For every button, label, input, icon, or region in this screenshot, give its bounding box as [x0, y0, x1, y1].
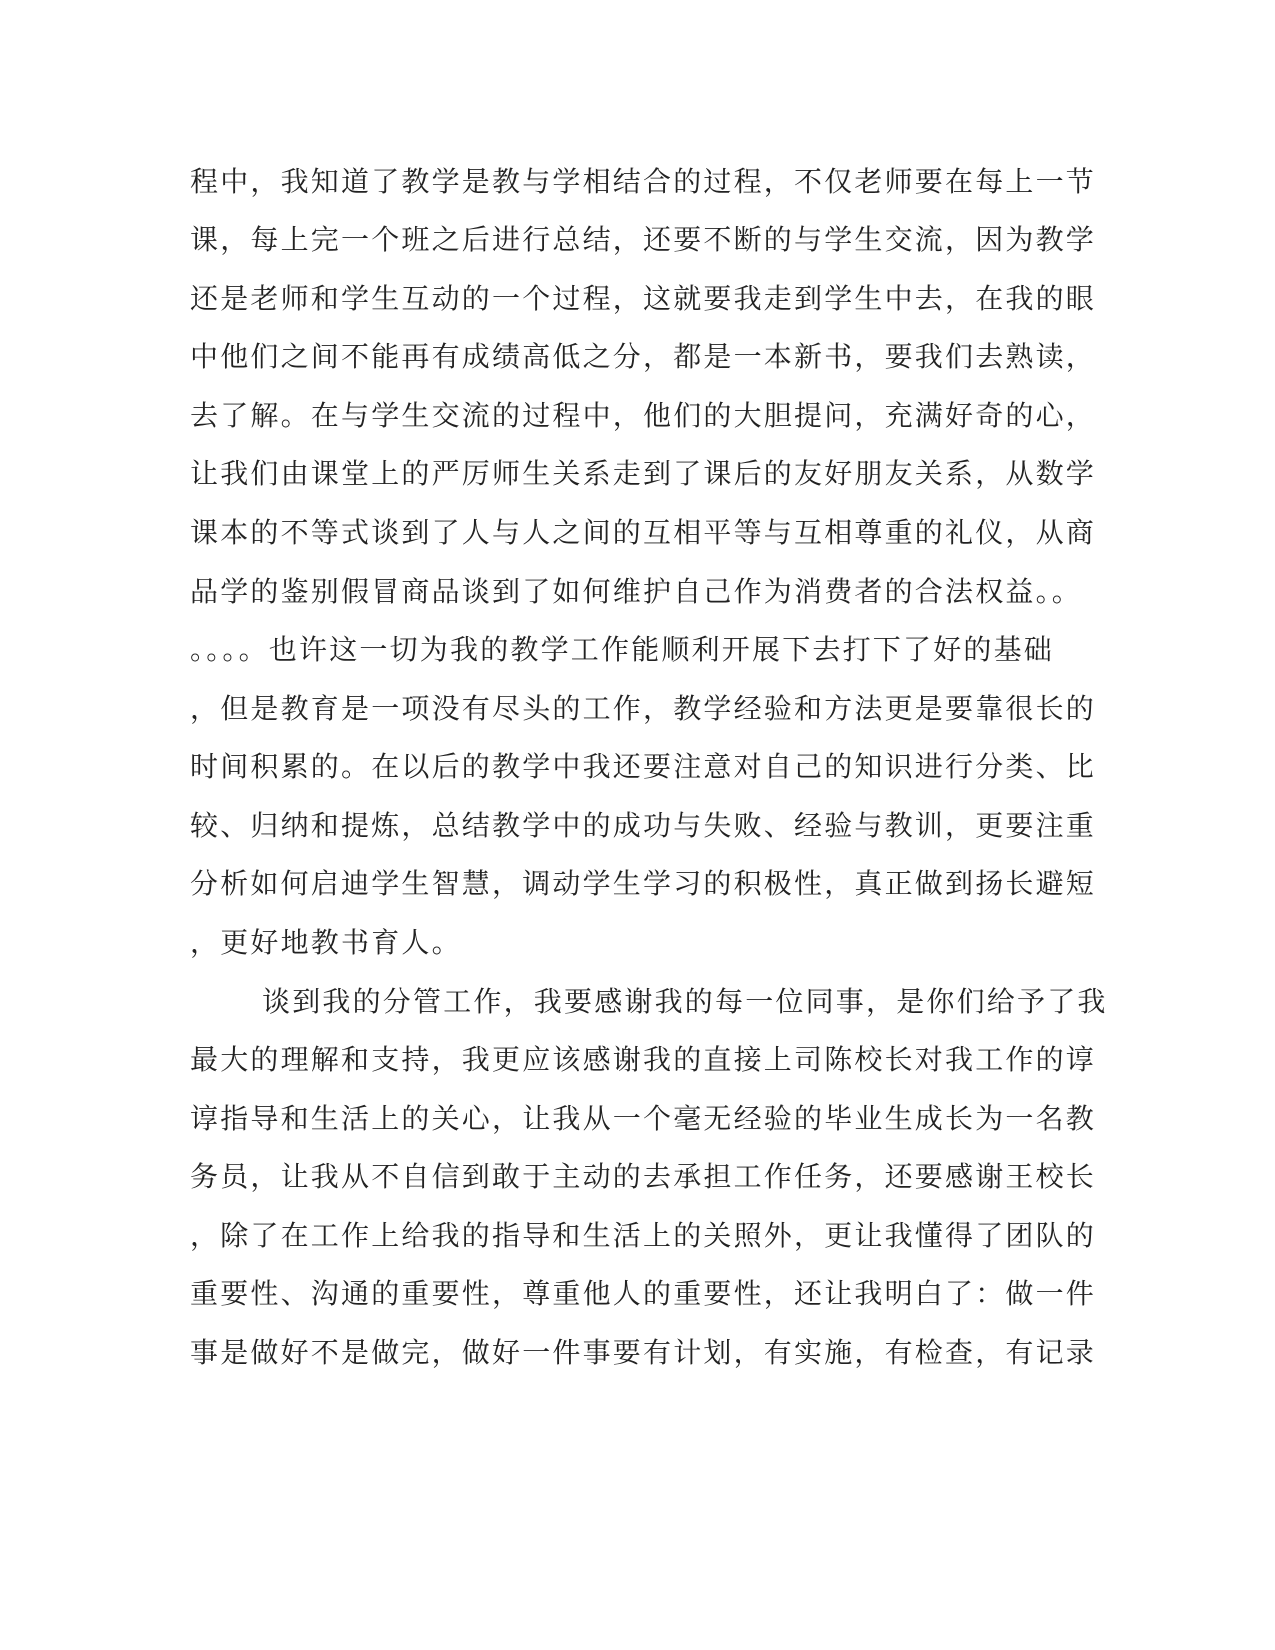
text-line: 分析如何启迪学生智慧，调动学生学习的积极性，真正做到扬长避短 — [190, 867, 1097, 900]
text-line: 重要性、沟通的重要性，尊重他人的重要性，还让我明白了：做一件 — [190, 1277, 1097, 1310]
text-line: 时间积累的。在以后的教学中我还要注意对自己的知识进行分类、比 — [190, 750, 1097, 783]
text-line: 课本的不等式谈到了人与人之间的互相平等与互相尊重的礼仪，从商 — [190, 516, 1097, 549]
text-line: 还是老师和学生互动的一个过程，这就要我走到学生中去，在我的眼 — [190, 282, 1097, 315]
text-line: ，除了在工作上给我的指导和生活上的关照外，更让我懂得了团队的 — [190, 1219, 1097, 1252]
text-line: 较、归纳和提炼，总结教学中的成功与失败、经验与教训，更要注重 — [190, 809, 1097, 842]
text-line: 品学的鉴别假冒商品谈到了如何维护自己作为消费者的合法权益。。 — [190, 575, 1083, 608]
text-line: 让我们由课堂上的严厉师生关系走到了课后的友好朋友关系，从数学 — [190, 457, 1097, 490]
text-line: 。。。。也许这一切为我的教学工作能顺利开展下去打下了好的基础 — [190, 633, 1055, 666]
text-line: 中他们之间不能再有成绩高低之分，都是一本新书，要我们去熟读， — [190, 340, 1097, 373]
text-line: 最大的理解和支持，我更应该感谢我的直接上司陈校长对我工作的谆 — [190, 1043, 1097, 1076]
text-line: ，但是教育是一项没有尽头的工作，教学经验和方法更是要靠很长的 — [190, 692, 1097, 725]
text-line: 去了解。在与学生交流的过程中，他们的大胆提问，充满好奇的心， — [190, 399, 1097, 432]
text-line: 课，每上完一个班之后进行总结，还要不断的与学生交流，因为教学 — [190, 223, 1097, 256]
text-line: 务员，让我从不自信到敢于主动的去承担工作任务，还要感谢王校长 — [190, 1160, 1097, 1193]
paragraph-first-line: 谈到我的分管工作，我要感谢我的每一位同事，是你们给予了我 — [262, 985, 1108, 1018]
text-line: 谆指导和生活上的关心，让我从一个毫无经验的毕业生成长为一名教 — [190, 1102, 1097, 1135]
text-line: 程中，我知道了教学是教与学相结合的过程，不仅老师要在每上一节 — [190, 165, 1097, 198]
text-line: 事是做好不是做完，做好一件事要有计划，有实施，有检查，有记录 — [190, 1336, 1097, 1369]
text-line: ，更好地教书育人。 — [190, 926, 462, 959]
